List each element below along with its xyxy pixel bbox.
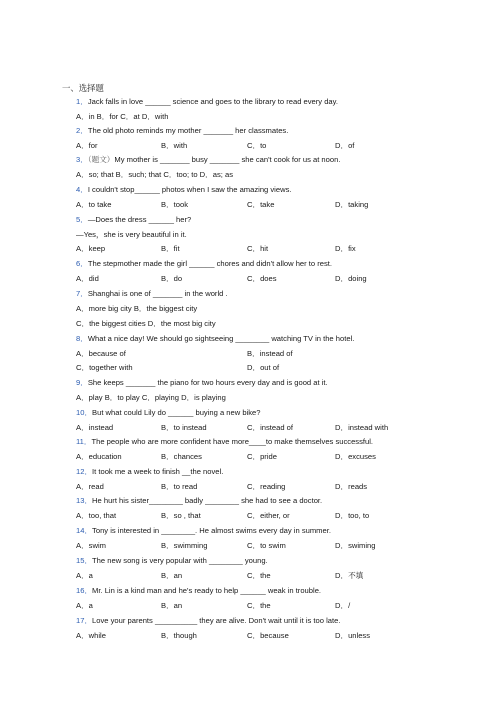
option-d: D．excuses [335,452,376,461]
question-5-options [76,245,406,255]
question-6: 6．The stepmother made the girl ______ chores and didn't allow her to rest. [76,259,332,268]
option-c: C．hit [247,244,269,253]
question-8-options-cd [76,364,406,374]
question-text: Mr. Lin is a kind man and he's ready to help ______ weak in trouble. [92,586,322,595]
question-14: 14．Tony is interested in ________. He almost swims every day in summer. [76,526,331,535]
option-a: A．to take [76,200,112,209]
question-text: Shanghai is one of _______ in the world . [87,289,228,298]
question-number: 10 [76,408,85,417]
question-4-options [76,201,406,211]
question-text: The stepmother made the girl ______ chores and didn't allow her to rest. [87,259,332,268]
question-text: What a nice day! We should go sightseeing ________ watching TV in the hotel. [87,334,355,343]
option-a: A．swim [76,541,106,550]
option-b: B．chances [161,452,202,461]
question-prefix: （题文） [87,155,115,164]
option-c: C．because [247,631,289,640]
option-d: D．不填 [335,571,364,580]
question-2: 2．The old photo reminds my mother _______ her classmates. [76,126,289,135]
question-12-options [76,483,406,493]
question-text: But what could Lily do ______ buying a new bike? [92,408,261,417]
question-text: Tony is interested in ________. He almost swims every day in summer. [92,526,331,535]
question-5: 5．—Does the dress ______ her? [76,215,192,224]
question-2-options [76,142,406,152]
question-number: 14 [76,526,85,535]
question-9: 9．She keeps _______ the piano for two hours every day and is good at it. [76,378,328,387]
option-a: A．too, that [76,511,117,520]
option-a: A．education [76,452,122,461]
option-c: C．take [247,200,275,209]
option-d: D．out of [247,363,280,372]
question-13-options [76,512,406,522]
question-15: 15．The new song is very popular with ________ young. [76,556,268,565]
question-number: 7 [76,289,81,298]
question-7-options-ab: A．more big city B．the biggest city [76,304,198,313]
option-d: D．/ [335,601,351,610]
option-d: D．swiming [335,541,376,550]
option-a: A．keep [76,244,106,253]
question-number: 12 [76,467,85,476]
option-b: B．fit [161,244,180,253]
question-17: 17．Love your parents __________ they are alive. Don't wait until it is too late. [76,616,341,625]
question-3: 3．（题文）My mother is _______ busy _______ she can't cook for us at noon. [76,155,341,164]
option-c: C．instead of [247,423,294,432]
question-text: She keeps _______ the piano for two hours every day and is good at it. [87,378,328,387]
option-b: B．to instead [161,423,207,432]
option-c: C．the [247,571,271,580]
question-number: 6 [76,259,81,268]
question-15-options [76,572,406,582]
question-number: 15 [76,556,85,565]
question-17-options [76,632,406,642]
option-a: A．instead [76,423,114,432]
option-c: C．pride [247,452,277,461]
question-text: The old photo reminds my mother _______ her classmates. [87,126,289,135]
option-d: D．doing [335,274,367,283]
question-12: 12．It took me a week to finish __the novel. [76,467,224,476]
question-number: 16 [76,586,85,595]
question-13: 13．He hurt his sister________ badly ________ she had to see a doctor. [76,496,323,505]
option-a: A．for [76,141,98,150]
question-number: 4 [76,185,81,194]
question-16-options [76,602,406,612]
question-number: 11 [76,437,84,446]
option-d: D．instead with [335,423,389,432]
question-number: 17 [76,616,85,625]
option-d: D．of [335,141,355,150]
option-a: A．because of [76,349,126,358]
question-text: —Does the dress ______ her? [87,215,192,224]
question-text: My mother is _______ busy _______ she can't cook for us at noon. [114,155,341,164]
question-3-options: A．so; that B．such; that C．too; to D．as; as [76,170,234,179]
question-5-answer-line: —Yes，she is very beautiful in it. [76,230,187,239]
question-number: 1 [76,97,81,106]
question-10-options [76,424,406,434]
question-number: 5 [76,215,81,224]
option-c: C．reading [247,482,286,491]
option-a: A．read [76,482,104,491]
option-c: C．to [247,141,267,150]
question-14-options [76,542,406,552]
option-a: A．a [76,601,93,610]
question-11: 11．The people who are more confident have more____to make themselves successful. [76,437,374,446]
question-11-options [76,453,406,463]
option-b: B．instead of [247,349,293,358]
option-d: D．fix [335,244,356,253]
option-a: A．did [76,274,99,283]
question-6-options [76,275,406,285]
option-c: C．the [247,601,271,610]
question-number: 8 [76,334,81,343]
option-d: D．taking [335,200,369,209]
question-1: 1．Jack falls in love ______ science and goes to the library to read every day. [76,97,339,106]
option-b: B．swimming [161,541,208,550]
option-b: B．an [161,571,183,580]
option-d: D．too, to [335,511,370,520]
option-c: C．either, or [247,511,290,520]
option-d: D．reads [335,482,368,491]
question-10: 10．But what could Lily do ______ buying a new bike? [76,408,261,417]
option-b: B．though [161,631,197,640]
option-b: B．an [161,601,183,610]
question-1-options: A．in B．for C．at D．with [76,112,169,121]
option-b: B．do [161,274,183,283]
question-4: 4．I couldn't stop______ photos when I saw the amazing views. [76,185,292,194]
question-text: Love your parents __________ they are alive. Don't wait until it is too late. [92,616,341,625]
option-b: B．took [161,200,189,209]
question-text: Jack falls in love ______ science and goes to the library to read every day. [87,97,339,106]
question-7: 7．Shanghai is one of _______ in the world . [76,289,228,298]
option-b: B．so , that [161,511,201,520]
question-text: The new song is very popular with ________ young. [92,556,268,565]
question-16: 16．Mr. Lin is a kind man and he's ready to help ______ weak in trouble. [76,586,322,595]
question-number: 2 [76,126,81,135]
section-title: 一、选择题 [62,83,104,93]
question-7-options-cd: C．the biggest cities D．the most big city [76,319,216,328]
option-a: A．while [76,631,106,640]
option-c: C．to swim [247,541,286,550]
question-8-options-ab [76,350,406,360]
question-number: 13 [76,496,85,505]
question-text: I couldn't stop______ photos when I saw the amazing views. [87,185,292,194]
question-number: 3 [76,155,81,164]
option-b: B．to read [161,482,198,491]
question-9-options: A．play B．to play C．playing D．is playing [76,393,226,402]
option-d: D．unless [335,631,371,640]
question-text: He hurt his sister________ badly ________ she had to see a doctor. [92,496,323,505]
option-c: C．does [247,274,277,283]
question-text: The people who are more confident have more____to make themselves successful. [91,437,374,446]
question-8: 8．What a nice day! We should go sightseeing ________ watching TV in the hotel. [76,334,355,343]
question-number: 9 [76,378,81,387]
question-text: It took me a week to finish __the novel. [92,467,224,476]
option-c: C．together with [76,363,133,372]
option-a: A．a [76,571,93,580]
option-b: B．with [161,141,188,150]
